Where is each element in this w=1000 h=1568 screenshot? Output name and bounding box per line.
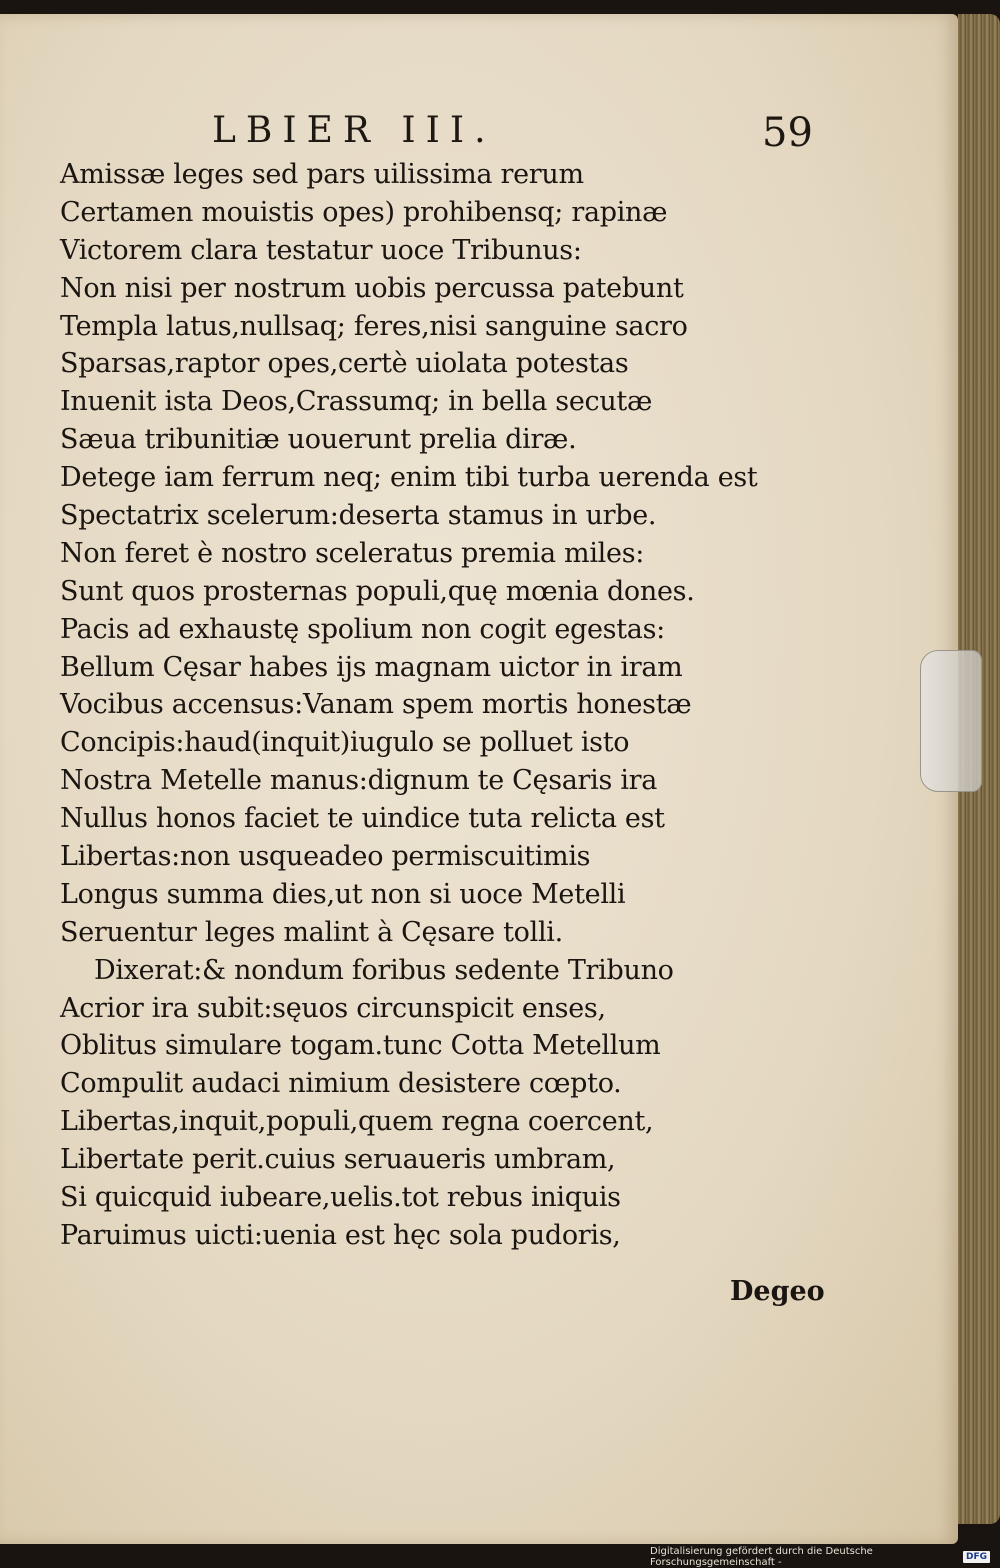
verse-line: Amissæ leges sed pars uilissima rerum [60, 159, 584, 190]
verse-line: Nullus honos faciet te uindice tuta relicta est [60, 803, 665, 835]
running-head: LBIER III. [212, 110, 496, 151]
verse-line: Victorem clara testatur uoce Tribunus: [60, 234, 582, 266]
digitization-credit [650, 1546, 990, 1568]
verse-line: Seruentur leges malint à Cęsare tolli. [60, 916, 563, 948]
verse-line: Sæua tribunitiæ uouerunt prelia diræ. [60, 424, 577, 456]
verse-line: Sparsas,raptor opes,certè uiolata potestas [60, 348, 629, 380]
verse-line: Compulit audaci nimium desistere cœpto. [60, 1068, 622, 1100]
verse-line: Libertate perit.cuius seruaueris umbram, [60, 1144, 616, 1176]
dfg-logo-icon: DFG [963, 1551, 990, 1563]
verse-line: Bellum Cęsar habes ijs magnam uictor in iram [60, 651, 683, 683]
verse-line: Si quicquid iubeare,uelis.tot rebus iniquis [60, 1182, 621, 1214]
verse-line-indented: Dixerat:& nondum foribus sedente Tribuno [94, 954, 674, 986]
page-clip [920, 650, 982, 792]
verse-line: Longus summa dies,ut non si uoce Metelli [60, 878, 626, 910]
verse-line: Paruimus uicti:uenia est hęc sola pudoris, [60, 1219, 621, 1251]
verse-line: Certamen mouistis opes) prohibensq; rapinæ [60, 196, 668, 228]
verse-line: Detege iam ferrum neq; enim tibi turba uerenda est [60, 462, 758, 494]
verse-line: Non feret è nostro sceleratus premia miles: [60, 537, 645, 569]
verse-line: Non nisi per nostrum uobis percussa patebunt [60, 272, 684, 304]
verse-line: Concipis:haud(inquit)iugulo se polluet isto [60, 727, 630, 759]
credit-text: Digitalisierung gefördert durch die Deutsche Forschungsgemeinschaft - [650, 1546, 873, 1568]
catchword: Degeo [730, 1276, 825, 1307]
verse-line: Sunt quos prosternas populi,quę mœnia dones. [60, 575, 695, 607]
verse-line: Vocibus accensus:Vanam spem mortis honestæ [60, 689, 692, 721]
verse-line: Oblitus simulare togam.tunc Cotta Metellum [60, 1030, 661, 1062]
verse-line: Libertas,inquit,populi,quem regna coercent, [60, 1106, 654, 1138]
verse-line: Spectatrix scelerum:deserta stamus in urbe. [60, 500, 657, 532]
verse-block [60, 156, 850, 1255]
verse-line: Pacis ad exhaustę spolium non cogit egestas: [60, 613, 665, 645]
verse-line: Inuenit ista Deos,Crassumq; in bella secutæ [60, 386, 653, 418]
verse-line: Templa latus,nullsaq; feres,nisi sanguine sacro [60, 310, 688, 342]
verse-line: Nostra Metelle manus:dignum te Cęsaris ira [60, 765, 658, 797]
verse-line: Libertas:non usqueadeo permiscuitimis [60, 841, 591, 873]
page-number: 59 [762, 110, 813, 156]
book-page [0, 14, 958, 1544]
verse-line: Acrior ira subit:sęuos circunspicit enses, [60, 992, 606, 1024]
